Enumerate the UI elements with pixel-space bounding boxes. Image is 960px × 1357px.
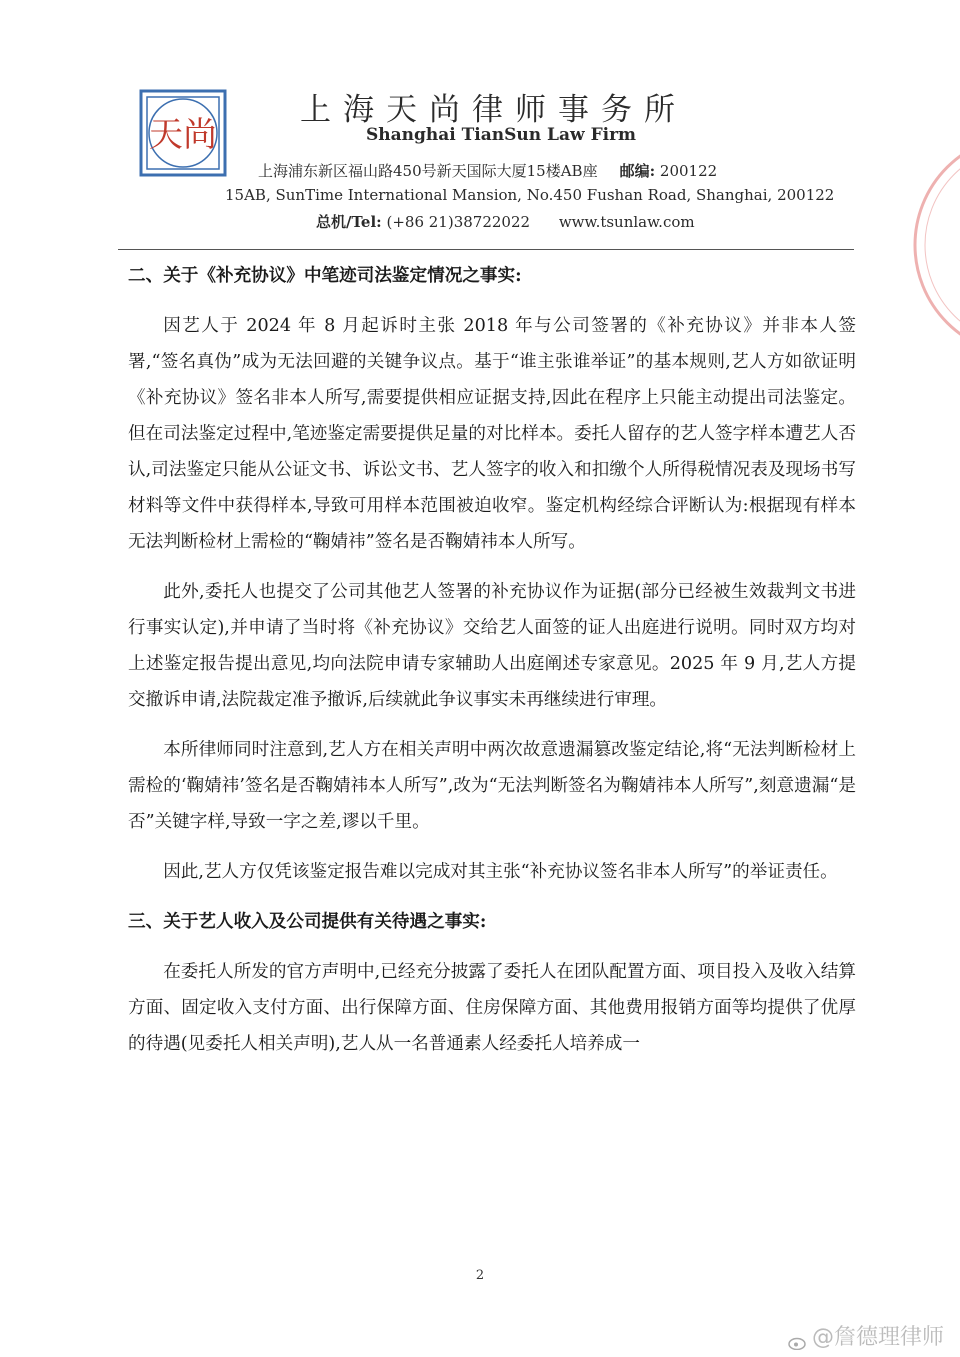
firm-logo: [138, 88, 228, 178]
address-en: 15AB, SunTime International Mansion, No.450 Fushan Road, Shanghai, 200122: [225, 186, 835, 204]
header-divider: [118, 249, 854, 250]
weibo-icon: [788, 1331, 808, 1345]
paragraph-2: 此外,委托人也提交了公司其他艺人签署的补充协议作为证据(部分已经被生效裁判文书进行事实认定),并申请了当时将《补充协议》交给艺人面签的证人出庭进行说明。同时双方均对上述鉴定报告提出意见,均向法院申请专家辅助人出庭阐述专家意见。2025 年 9 月,艺人方提交撤诉申请,法院裁定准予撤诉,后续就此争议事实未再继续进行审理。: [128, 582, 856, 710]
paragraph-5: 在委托人所发的官方声明中,已经充分披露了委托人在团队配置方面、项目投入及收入结算方面、固定收入支付方面、出行保障方面、住房保障方面、其他费用报销方面等均提供了优厚的待遇(见委托人相关声明),艺人从一名普通素人经委托人培养成一: [128, 962, 856, 1054]
firm-name-cn: 上海天尚律师事务所: [300, 92, 687, 128]
address-cn: 上海浦东新区福山路450号新天国际大厦15楼AB座: [258, 162, 598, 180]
website: www.tsunlaw.com: [558, 213, 695, 231]
paragraph-3: 本所律师同时注意到,艺人方在相关声明中两次故意遗漏篡改鉴定结论,将“无法判断检材上需检的‘鞠婧祎’签名是否鞠婧祎本人所写”,改为“无法判断签名为鞠婧祎本人所写”,刻意遗漏“是否”关键字样,导致一字之差,谬以千里。: [128, 740, 856, 832]
document-body: [128, 258, 856, 1076]
contact-line: [316, 211, 695, 232]
firm-name-en: Shanghai TianSun Law Firm: [366, 125, 637, 145]
red-seal-stamp: [900, 120, 960, 370]
logo-text: 天尚: [149, 115, 217, 155]
address-cn-line: [258, 160, 717, 181]
paragraph-1: 因艺人于 2024 年 8 月起诉时主张 2018 年与公司签署的《补充协议》并非本人签署,“签名真伪”成为无法回避的关键争议点。基于“谁主张谁举证”的基本规则,艺人方如欲证明《补充协议》签名非本人所写,需要提供相应证据支持,因此在程序上只能主动提出司法鉴定。但在司法鉴定过程中,笔迹鉴定需要提供足量的对比样本。委托人留存的艺人签字样本遭艺人否认,司法鉴定只能从公证文书、诉讼文书、艺人签字的收入和扣缴个人所得税情况表及现场书写材料等文件中获得样本,导致可用样本范围被迫收窄。鉴定机构经综合评断认为:根据现有样本无法判断检材上需检的“鞠婧祎”签名是否鞠婧祎本人所写。: [128, 316, 856, 552]
section-heading-2: 二、关于《补充协议》中笔迹司法鉴定情况之事实:: [128, 265, 522, 286]
tel-number: (+86 21)38722022: [386, 213, 531, 231]
zip-code: 200122: [659, 162, 718, 180]
zip-label: 邮编:: [619, 162, 656, 180]
watermark-text: @詹德理律师: [811, 1325, 944, 1350]
tel-label: 总机/Tel:: [316, 213, 382, 231]
page-number: 2: [475, 1268, 485, 1283]
weibo-watermark: [788, 1320, 944, 1351]
paragraph-4: 因此,艺人方仅凭该鉴定报告难以完成对其主张“补充协议签名非本人所写”的举证责任。: [163, 862, 838, 882]
section-heading-3: 三、关于艺人收入及公司提供有关待遇之事实:: [128, 911, 487, 932]
